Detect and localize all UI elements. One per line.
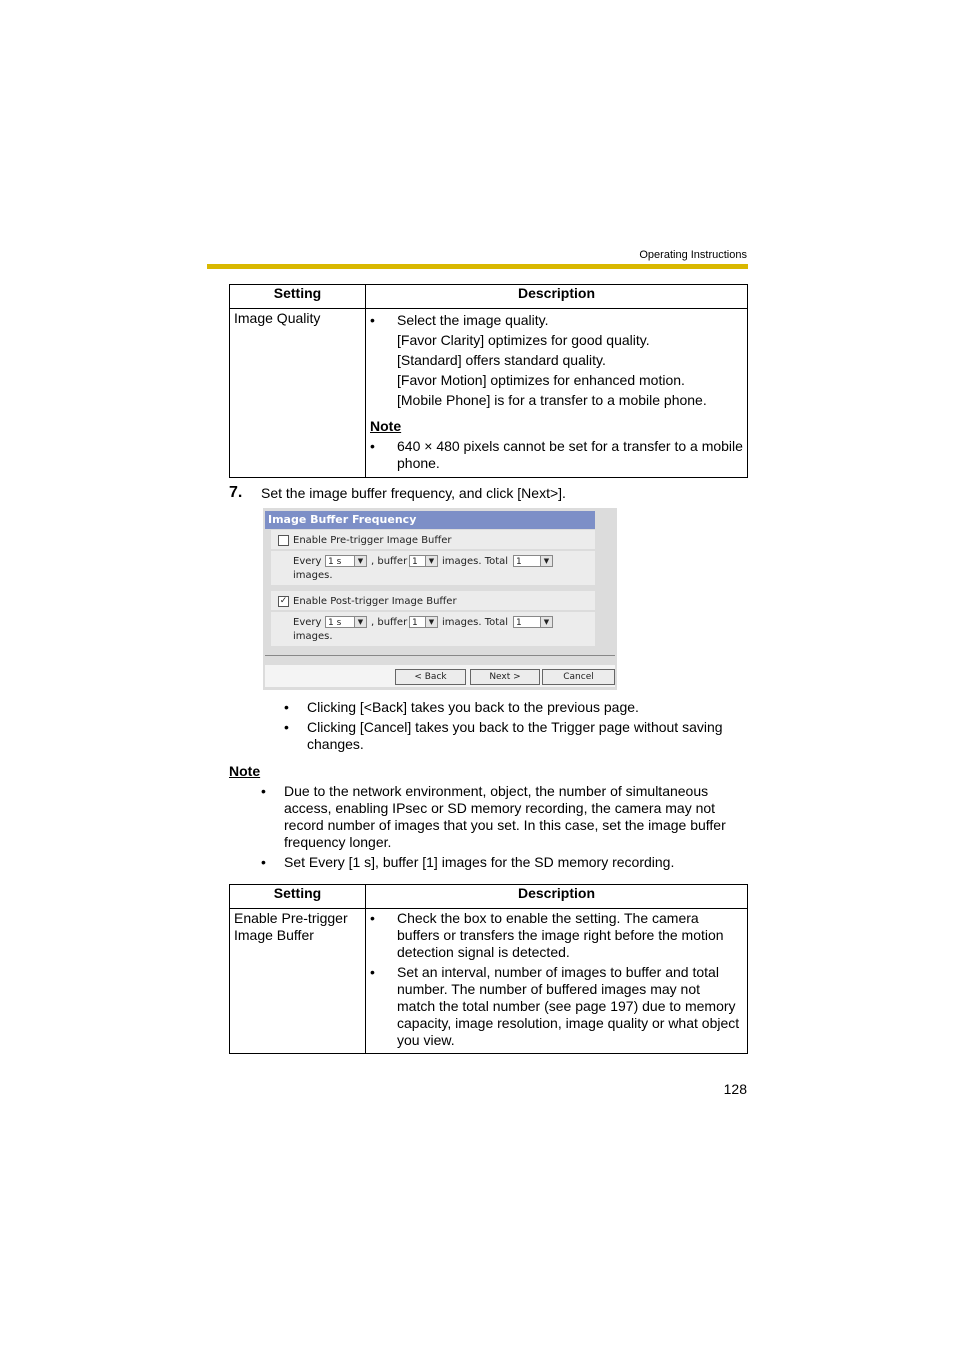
list-item bbox=[261, 783, 751, 851]
back-button[interactable]: < Back bbox=[395, 669, 466, 685]
bullet-mark: • bbox=[284, 719, 289, 735]
images-label: images. bbox=[293, 570, 333, 581]
text-line: Set an interval, number of images to buffer and total bbox=[397, 964, 719, 980]
images-total-label: images. Total bbox=[442, 556, 509, 567]
option-line: [Favor Motion] optimizes for enhanced motion. bbox=[397, 372, 685, 388]
select-value: 1 bbox=[516, 618, 522, 628]
option-line: [Mobile Phone] is for a transfer to a mobile phone. bbox=[397, 392, 707, 408]
buffer-label: , buffer bbox=[371, 556, 408, 567]
panel-title: Image Buffer Frequency bbox=[265, 511, 595, 529]
bullet-mark: • bbox=[284, 699, 289, 715]
text-line: Check the box to enable the setting. The camera bbox=[397, 910, 699, 926]
list-item bbox=[261, 854, 751, 871]
note-text-line: 640 × 480 pixels cannot be set for a transfer to a mobile bbox=[397, 438, 743, 454]
bullet-mark: • bbox=[370, 910, 375, 926]
list-item-text: Set Every [1 s], buffer [1] images for the SD memory recording. bbox=[284, 854, 675, 870]
note-bullet bbox=[370, 438, 743, 472]
divider bbox=[265, 655, 615, 656]
every-label: Every bbox=[293, 617, 322, 628]
table-row bbox=[230, 909, 748, 1054]
page-number: 128 bbox=[723, 1081, 747, 1097]
setting-text-line: Enable Pre-trigger bbox=[234, 910, 348, 926]
list-item-text bbox=[307, 719, 723, 753]
bullet-mark: • bbox=[261, 783, 266, 799]
setting-text-line: Image Buffer bbox=[234, 927, 314, 943]
note-heading: Note bbox=[229, 763, 261, 779]
list-item-text bbox=[284, 783, 726, 851]
note-label: Note bbox=[370, 418, 402, 434]
pre-trigger-label: Enable Pre-trigger Image Buffer bbox=[293, 535, 452, 546]
table-row bbox=[230, 309, 748, 478]
bullet-mark: • bbox=[261, 854, 266, 870]
step-instruction: Set the image buffer frequency, and click [Next>]. bbox=[261, 485, 566, 501]
text-line: frequency longer. bbox=[284, 834, 392, 850]
pre-trigger-row bbox=[271, 530, 595, 549]
column-header-setting: Setting bbox=[230, 285, 366, 309]
pre-total-select[interactable] bbox=[513, 555, 553, 567]
select-value: 1 bbox=[412, 618, 418, 628]
image-quality-table bbox=[229, 284, 748, 478]
cancel-button[interactable]: Cancel bbox=[542, 669, 615, 685]
pre-trigger-table bbox=[229, 884, 748, 1054]
every-label: Every bbox=[293, 556, 322, 567]
note-text-line: phone. bbox=[397, 455, 440, 471]
bullet-mark: • bbox=[370, 438, 375, 454]
table-header-row bbox=[230, 885, 748, 909]
dropdown-arrow-icon: ▼ bbox=[540, 556, 552, 566]
dropdown-arrow-icon: ▼ bbox=[354, 617, 366, 627]
dropdown-arrow-icon: ▼ bbox=[425, 556, 437, 566]
column-header-description: Description bbox=[366, 285, 748, 309]
pre-trigger-checkbox[interactable] bbox=[278, 535, 289, 546]
post-trigger-checkbox[interactable]: ✓ bbox=[279, 596, 288, 606]
column-header-description: Description bbox=[366, 885, 748, 909]
step-number: 7. bbox=[229, 484, 243, 501]
bullet-item bbox=[370, 964, 743, 1049]
post-total-select[interactable] bbox=[513, 616, 553, 628]
buffer-label: , buffer bbox=[371, 617, 408, 628]
list-item-text: Clicking [<Back] takes you back to the previous page. bbox=[307, 699, 639, 715]
column-header-setting: Setting bbox=[230, 885, 366, 909]
header-rule bbox=[207, 264, 748, 269]
text-line: Due to the network environment, object, the number of simultaneous bbox=[284, 783, 709, 799]
text-line: record number of images that you set. In this case, set the image buffer bbox=[284, 817, 726, 833]
bullet-mark: • bbox=[370, 964, 375, 980]
select-value: 1 bbox=[412, 557, 418, 567]
setting-cell bbox=[230, 909, 366, 1054]
post-trigger-row bbox=[271, 591, 595, 610]
post-every-select[interactable] bbox=[325, 616, 367, 628]
table-header-row bbox=[230, 285, 748, 309]
text-line: number. The number of buffered images may not bbox=[397, 981, 700, 997]
pre-trigger-settings bbox=[271, 551, 595, 585]
running-header: Operating Instructions bbox=[639, 249, 747, 261]
text-line: detection signal is detected. bbox=[397, 944, 570, 960]
setting-cell: Image Quality bbox=[230, 309, 366, 478]
dropdown-arrow-icon: ▼ bbox=[540, 617, 552, 627]
post-trigger-label: Enable Post-trigger Image Buffer bbox=[293, 596, 457, 607]
text-line: buffers or transfers the image right before the motion bbox=[397, 927, 724, 943]
list-item bbox=[284, 719, 754, 753]
dropdown-arrow-icon: ▼ bbox=[425, 617, 437, 627]
text-line: capacity, image resolution, image quality or what object bbox=[397, 1015, 740, 1031]
images-label: images. bbox=[293, 631, 333, 642]
bullet-text: Select the image quality. bbox=[397, 312, 549, 328]
option-line: [Standard] offers standard quality. bbox=[397, 352, 606, 368]
select-value: 1 s bbox=[328, 618, 342, 628]
description-cell bbox=[366, 909, 748, 1054]
text-line: match the total number (see page 197) due to memory bbox=[397, 998, 736, 1014]
pre-buffer-select[interactable] bbox=[409, 555, 438, 567]
pre-every-select[interactable] bbox=[325, 555, 367, 567]
description-cell bbox=[366, 309, 748, 478]
post-buffer-select[interactable] bbox=[409, 616, 438, 628]
text-line: access, enabling IPsec or SD memory recording, the camera may not bbox=[284, 800, 716, 816]
list-item bbox=[284, 699, 754, 716]
text-line: Clicking [Cancel] takes you back to the Trigger page without saving bbox=[307, 719, 723, 735]
text-line: changes. bbox=[307, 736, 364, 752]
select-value: 1 bbox=[516, 557, 522, 567]
bullet-item bbox=[370, 910, 743, 961]
dropdown-arrow-icon: ▼ bbox=[354, 556, 366, 566]
bullet-text bbox=[397, 964, 739, 1049]
select-value: 1 s bbox=[328, 557, 342, 567]
note-text bbox=[397, 438, 743, 472]
option-line: [Favor Clarity] optimizes for good quality. bbox=[397, 332, 650, 348]
bullet-item bbox=[370, 310, 743, 330]
images-total-label: images. Total bbox=[442, 617, 509, 628]
image-buffer-frequency-screenshot bbox=[263, 508, 617, 690]
bullet-text bbox=[397, 910, 724, 961]
next-button[interactable]: Next > bbox=[470, 669, 540, 685]
text-line: you view. bbox=[397, 1032, 455, 1048]
post-trigger-settings bbox=[271, 612, 595, 646]
bullet-mark: • bbox=[370, 312, 375, 328]
